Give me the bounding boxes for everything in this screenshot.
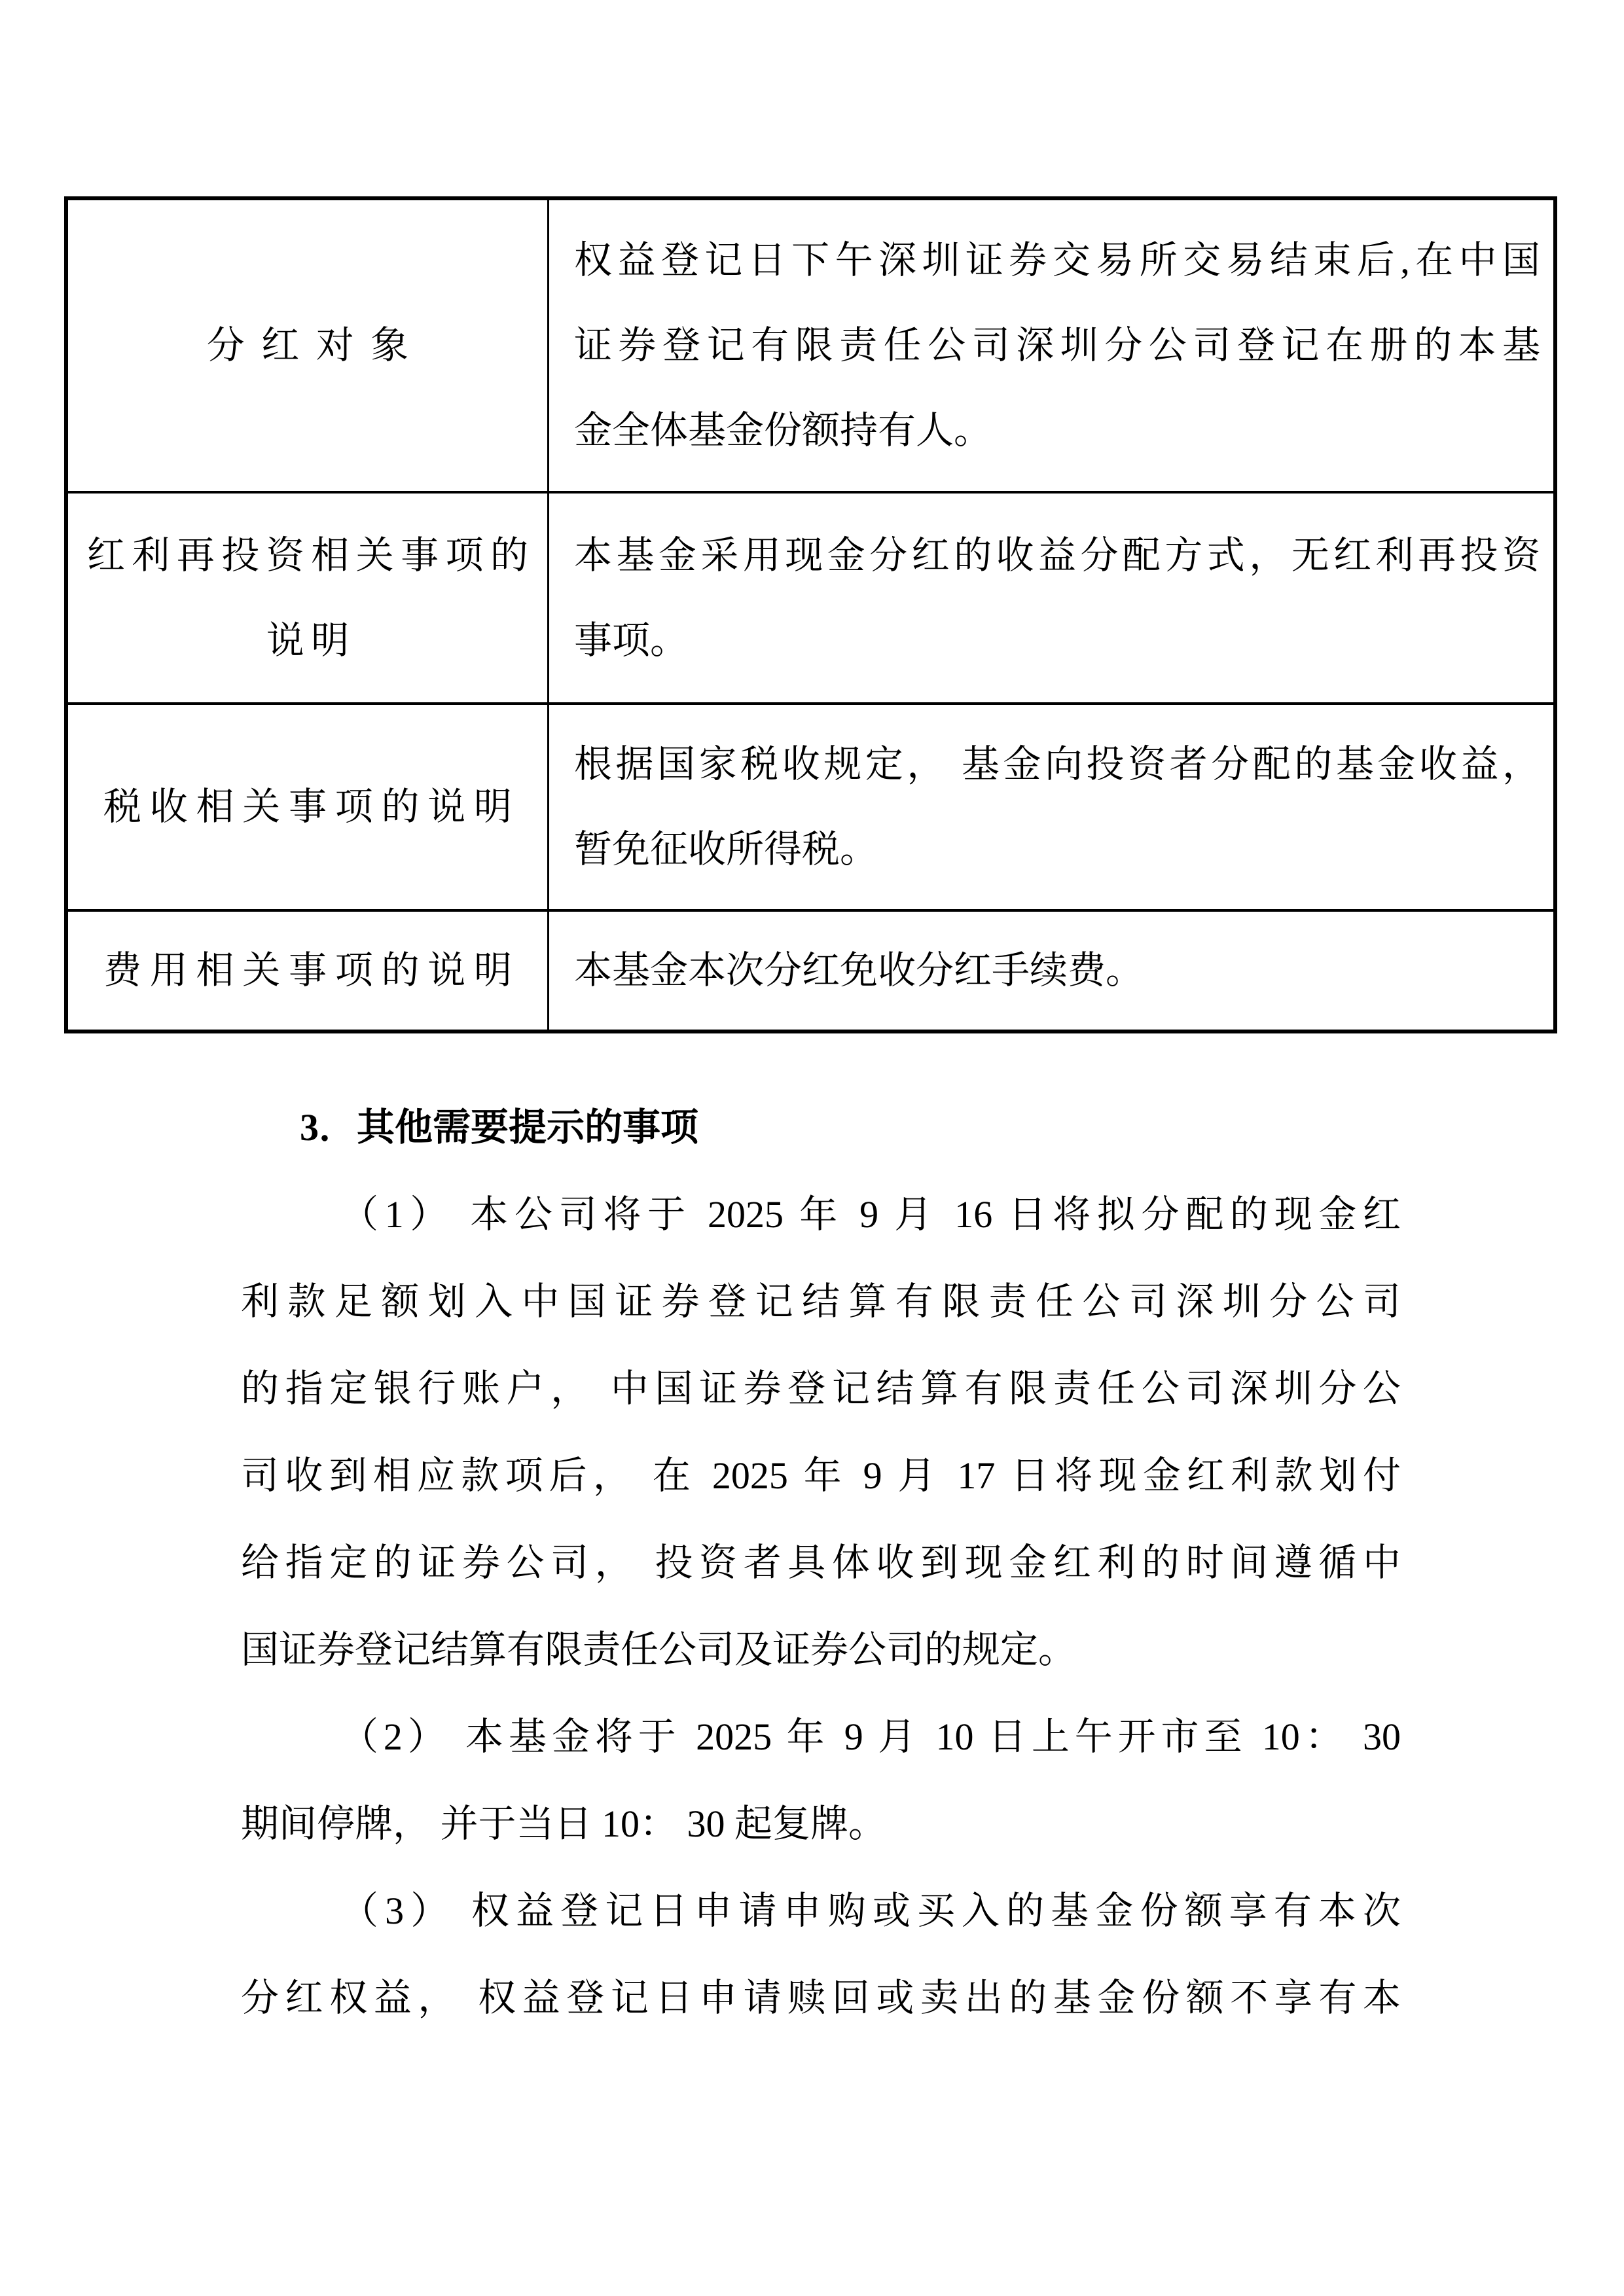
- paragraph-line: 期间停牌， 并于当日 10： 30 起复牌。: [241, 1803, 887, 1845]
- table-row-label-tax: [68, 705, 549, 912]
- paragraph-line: 国证券登记结算有限责任公司及证券公司的规定。: [241, 1628, 1077, 1671]
- table-value-line: 本基金采用现金分红的收益分配方式，无红利再投资: [574, 533, 1540, 577]
- paragraph-line: 分红权益， 权益登记日申请赎回或卖出的基金份额不享有本: [241, 1977, 1401, 2019]
- paragraph-line: 给指定的证券公司， 投资者具体收到现金红利的时间遵循中: [241, 1541, 1401, 1584]
- other-notes-section: [241, 1084, 1401, 2041]
- dividend-info-table: [64, 196, 1557, 1033]
- table-row-value-tax: [549, 705, 1553, 912]
- paragraph-line: （3） 权益登记日申请申购或买入的基金份额享有本次: [340, 1890, 1401, 1932]
- paragraph-line: 的指定银行账户， 中国证券登记结算有限责任公司深圳分公: [241, 1367, 1401, 1410]
- table-row-label-reinvestment: [68, 493, 549, 705]
- table-value-line: 根据国家税收规定， 基金向投资者分配的基金收益，: [574, 743, 1540, 785]
- table-label-text: 费用相关事项的说明: [103, 949, 520, 992]
- paragraph-line: 司收到相应款项后， 在 2025 年 9 月 17 日将现金红利款划付: [241, 1454, 1401, 1497]
- table-value-line: 本基金本次分红免收分红手续费。: [574, 949, 1144, 992]
- table-label-text: 税收相关事项的说明: [103, 785, 520, 828]
- table-row-label-dividend-target: [68, 200, 549, 493]
- section-heading: 3．其他需要提示的事项: [300, 1106, 699, 1149]
- table-value-line: 权益登记日下午深圳证券交易所交易结束后,在中国: [574, 239, 1540, 281]
- paragraph-line: 利款足额划入中国证券登记结算有限责任公司深圳分公司: [241, 1280, 1401, 1323]
- table-label-text: 红利再投资相关事项的: [87, 533, 535, 577]
- table-value-line: 暂免征收所得税。: [574, 828, 878, 870]
- table-label-text: 说明: [266, 619, 356, 662]
- table-value-line: 金全体基金份额持有人。: [574, 409, 992, 452]
- paragraph-line: （2） 本基金将于 2025 年 9 月 10 日上午开市至 10： 30: [340, 1715, 1401, 1758]
- table-label-text: 分红对象: [206, 324, 425, 367]
- table-row-value-dividend-target: [549, 200, 1553, 493]
- table-row-label-fees: [68, 912, 549, 1030]
- table-value-line: 事项。: [574, 619, 689, 662]
- table-row-value-reinvestment: [549, 493, 1553, 705]
- table-value-line: 证券登记有限责任公司深圳分公司登记在册的本基: [574, 324, 1540, 367]
- table-row-value-fees: [549, 912, 1553, 1030]
- paragraph-line: （1） 本公司将于 2025 年 9 月 16 日将拟分配的现金红: [340, 1193, 1401, 1236]
